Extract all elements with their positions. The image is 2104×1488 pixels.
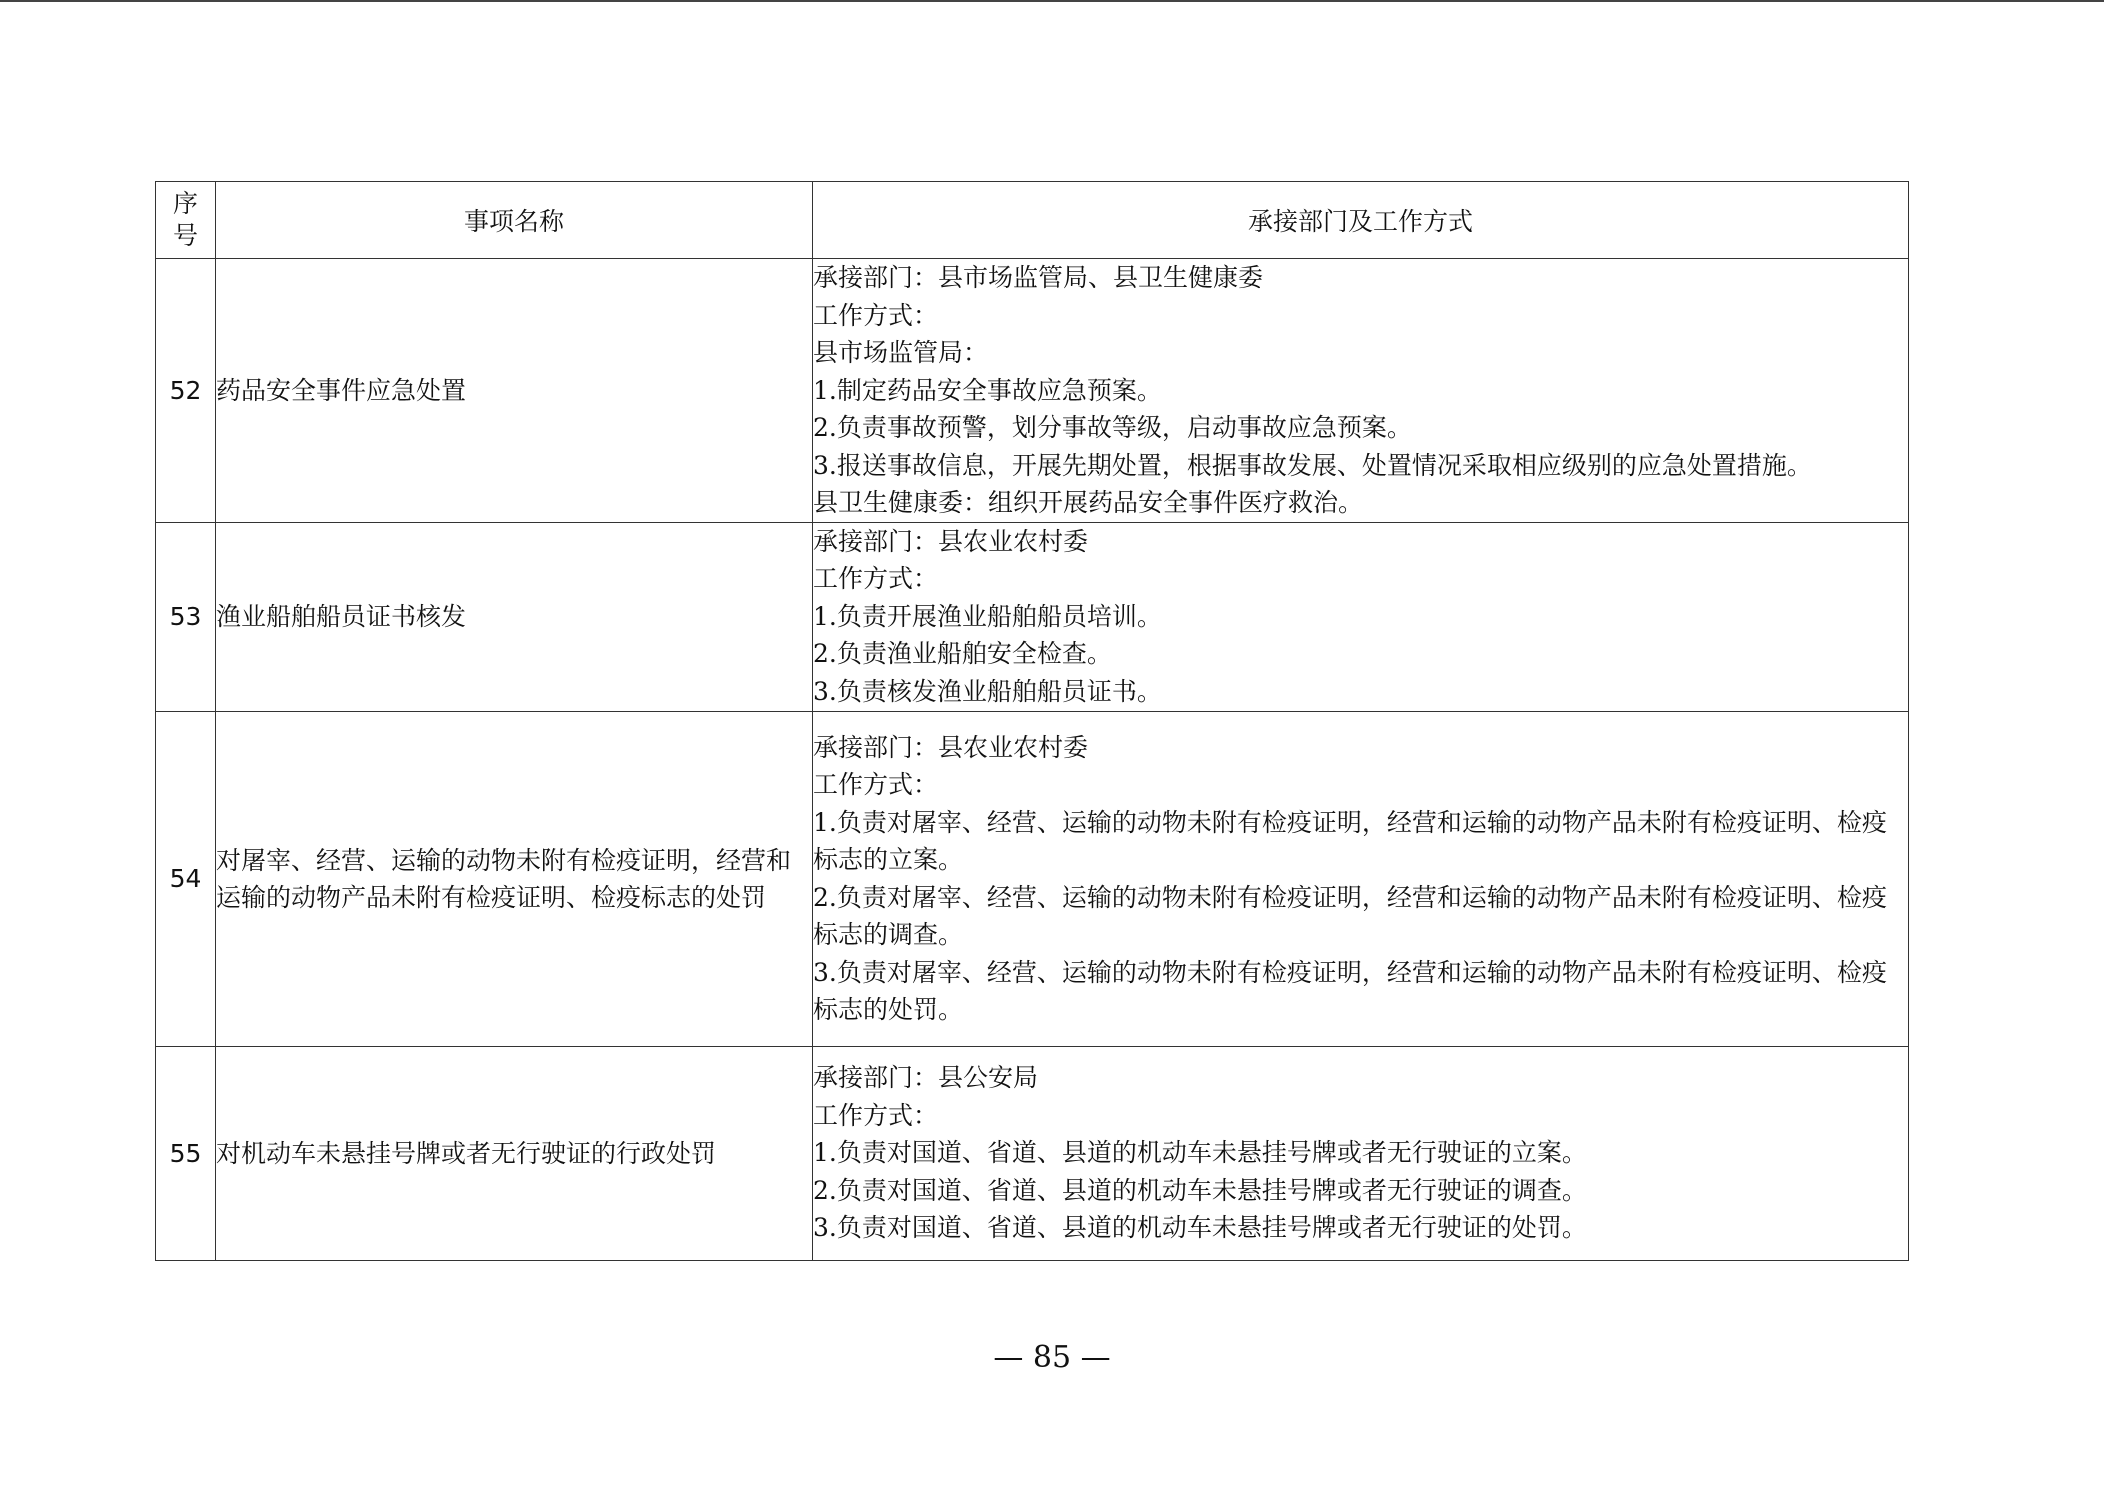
method-line: 承接部门：县农业农村委	[813, 526, 1089, 556]
matters-table	[155, 181, 1909, 1261]
row-seq: 53	[156, 522, 216, 711]
header-seq-line2: 号	[172, 221, 198, 250]
header-seq	[156, 182, 216, 259]
header-method: 承接部门及工作方式	[813, 182, 1909, 259]
table-row-53	[156, 522, 1909, 711]
row-name: 对机动车未悬挂号牌或者无行驶证的行政处罚	[216, 1046, 813, 1260]
row-method	[813, 711, 1909, 1046]
method-line: 3.负责核发渔业船舶船员证书。	[813, 676, 1162, 706]
method-line: 承接部门：县市场监管局、县卫生健康委	[813, 263, 1264, 292]
row-method	[813, 522, 1909, 711]
method-line: 1.负责对屠宰、经营、运输的动物未附有检疫证明，经营和运输的动物产品未附有检疫证明、检疫标志的立案。	[813, 807, 1887, 874]
method-line: 2.负责对屠宰、经营、运输的动物未附有检疫证明，经营和运输的动物产品未附有检疫证明、检疫标志的调查。	[813, 882, 1887, 949]
method-line: 2.负责渔业船舶安全检查。	[813, 639, 1112, 669]
row-method	[813, 1046, 1909, 1260]
method-line: 1.制定药品安全事故应急预案。	[813, 375, 1162, 405]
table-row-55	[156, 1046, 1909, 1260]
method-line: 2.负责事故预警，划分事故等级，启动事故应急预案。	[813, 413, 1412, 442]
method-line: 工作方式：	[813, 564, 939, 594]
table-header-row	[156, 182, 1909, 259]
header-seq-line1: 序	[172, 189, 198, 218]
method-line: 承接部门：县农业农村委	[813, 732, 1089, 762]
method-line: 3.负责对屠宰、经营、运输的动物未附有检疫证明，经营和运输的动物产品未附有检疫证明、检疫标志的处罚。	[813, 957, 1887, 1024]
method-line: 县市场监管局：	[813, 338, 989, 367]
method-line: 1.负责开展渔业船舶船员培训。	[813, 601, 1162, 631]
method-line: 县卫生健康委：组织开展药品安全事件医疗救治。	[813, 488, 1364, 517]
method-line: 1.负责对国道、省道、县道的机动车未悬挂号牌或者无行驶证的立案。	[813, 1138, 1587, 1168]
table-row-52	[156, 259, 1909, 523]
top-border-line	[0, 0, 2104, 2]
method-line: 工作方式：	[813, 770, 939, 799]
method-line: 工作方式：	[813, 300, 939, 330]
method-line: 3.报送事故信息，开展先期处置，根据事故发展、处置情况采取相应级别的应急处置措施。	[813, 450, 1812, 480]
row-name: 药品安全事件应急处置	[216, 259, 813, 523]
row-seq: 52	[156, 259, 216, 523]
header-name: 事项名称	[216, 182, 813, 259]
page-number: — 85 —	[993, 1340, 1111, 1375]
method-line: 2.负责对国道、省道、县道的机动车未悬挂号牌或者无行驶证的调查。	[813, 1175, 1587, 1205]
row-seq: 54	[156, 711, 216, 1046]
method-line: 工作方式：	[813, 1100, 939, 1130]
row-seq: 55	[156, 1046, 216, 1260]
row-name: 渔业船舶船员证书核发	[216, 522, 813, 711]
row-name: 对屠宰、经营、运输的动物未附有检疫证明，经营和运输的动物产品未附有检疫证明、检疫标志的处罚	[216, 711, 813, 1046]
method-line: 3.负责对国道、省道、县道的机动车未悬挂号牌或者无行驶证的处罚。	[813, 1213, 1587, 1243]
method-line: 承接部门：县公安局	[813, 1063, 1039, 1093]
row-method	[813, 259, 1909, 523]
table-row-54	[156, 711, 1909, 1046]
